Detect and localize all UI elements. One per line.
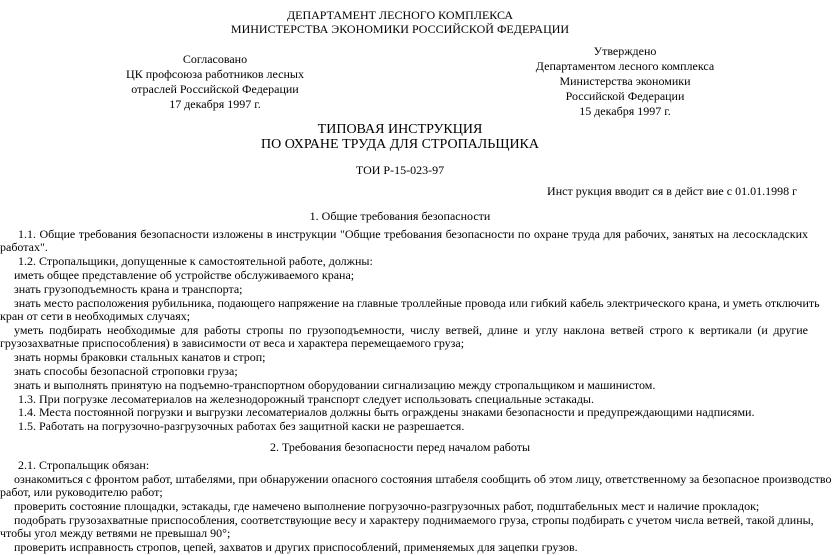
section-2-heading: 2. Требования безопасности перед началом работы <box>269 440 531 454</box>
s1-p1-line-2: работах". <box>0 240 48 254</box>
s1-p6-line-2: грузозахватные приспособления) в зависимости от веса и характера перемещаемого груза; <box>0 336 465 350</box>
approval-right-line-3: Министерства экономики <box>559 74 691 88</box>
s1-p7: знать нормы браковки стальных канатов и строп; <box>14 350 266 364</box>
s2-p2-line-2: работ, или руководителю работ; <box>0 485 163 499</box>
doc-title-line-2: ПО ОХРАНЕ ТРУДА ДЛЯ СТРОПАЛЬЩИКА <box>260 137 540 152</box>
approval-left-line-4: 17 декабря 1997 г. <box>169 97 261 111</box>
s1-p8: знать способы безопасной строповки груза; <box>14 364 238 378</box>
approval-right-line-1: Утверждено <box>593 44 657 58</box>
approval-left-line-2: ЦК профсоюза работников лесных <box>126 67 304 81</box>
s2-p1: 2.1. Стропальщик обязан: <box>18 458 150 472</box>
s2-p3: проверить состояние площадки, эстакады, где намечено выполнение погрузочно-разгрузочных работ, подштабельных мест и наличие прокладок; <box>14 499 760 513</box>
s1-p4: знать грузоподъемность крана и транспорта; <box>14 282 243 296</box>
approval-right-line-2: Департаментом лесного комплекса <box>535 59 715 73</box>
doc-code: ТОИ Р-15-023-97 <box>355 163 445 177</box>
s2-p4-line-1: подобрать грузозахватные приспособления, соответствующие весу и характеру поднимаемого груза, стропы подбирать с учетом числа ветвей, такой длины, <box>14 513 814 527</box>
approval-right-line-4: Российской Федерации <box>565 89 685 103</box>
s1-p2: 1.2. Стропальщики, допущенные к самостоятельной работе, должны: <box>18 254 373 268</box>
approval-right-line-5: 15 декабря 1997 г. <box>579 104 671 118</box>
s1-p10: 1.3. При погрузке лесоматериалов на железнодорожный транспорт следует использовать специальные эстакады. <box>18 392 594 406</box>
s1-p3: иметь общее представление об устройстве обслуживаемого крана; <box>14 268 355 282</box>
s1-p6-line-1: уметь подбирать необходимые для работы стропы по грузоподъемности, числу ветвей, длине и углу наклона ветвей строго к вертикали (и другие <box>14 323 808 337</box>
approval-right <box>490 44 760 119</box>
s1-p5-line-2: кран от сети в необходимых случаях; <box>0 309 191 323</box>
approval-left-line-1: Согласовано <box>182 52 248 66</box>
effective-date: Инст рукция вводит ся в дейст вие с 01.01.1998 г <box>547 184 797 198</box>
section-1-heading: 1. Общие требования безопасности <box>309 209 491 223</box>
s1-p12: 1.5. Работать на погрузочно-разгрузочных работах без защитной каски не разрешается. <box>18 419 465 433</box>
s1-p1-line-1: 1.1. Общие требования безопасности изложены в инструкции "Общие требования безопасности по охране труда для рабочих, занятых на лесоскладских <box>18 227 808 241</box>
approval-left <box>90 52 340 112</box>
s2-p2-line-1: ознакомиться с фронтом работ, штабелями, при обнаружении опасного состояния штабеля сообщить об этом лицу, ответственному за безопасное производство <box>14 472 832 486</box>
s2-p5: проверить исправность стропов, цепей, захватов и других приспособлений, применяемых для зацепки грузов. <box>14 540 578 554</box>
doc-title-line-1: ТИПОВАЯ ИНСТРУКЦИЯ <box>317 122 483 137</box>
header-line-2: МИНИСТЕРСТВА ЭКОНОМИКИ РОССИЙСКОЙ ФЕДЕРАЦИИ <box>230 22 570 36</box>
header-line-1: ДЕПАРТАМЕНТ ЛЕСНОГО КОМПЛЕКСА <box>286 8 514 22</box>
s2-p4-line-2: чтобы угол между ветвями не превышал 90°; <box>0 526 231 540</box>
approval-left-line-3: отраслей Российской Федерации <box>131 82 299 96</box>
s1-p11: 1.4. Места постоянной погрузки и выгрузки лесоматериалов должны быть ограждены знаками безопасности и предупреждающими надписями. <box>18 405 755 419</box>
s1-p5-line-1: знать место расположения рубильника, подающего напряжение на главные троллейные провода или гибкий кабель электрического крана, и уметь отключить <box>14 296 820 310</box>
s1-p9: знать и выполнять принятую на подъемно-транспортном оборудовании сигнализацию между стропальщиком и машинистом. <box>14 378 656 392</box>
